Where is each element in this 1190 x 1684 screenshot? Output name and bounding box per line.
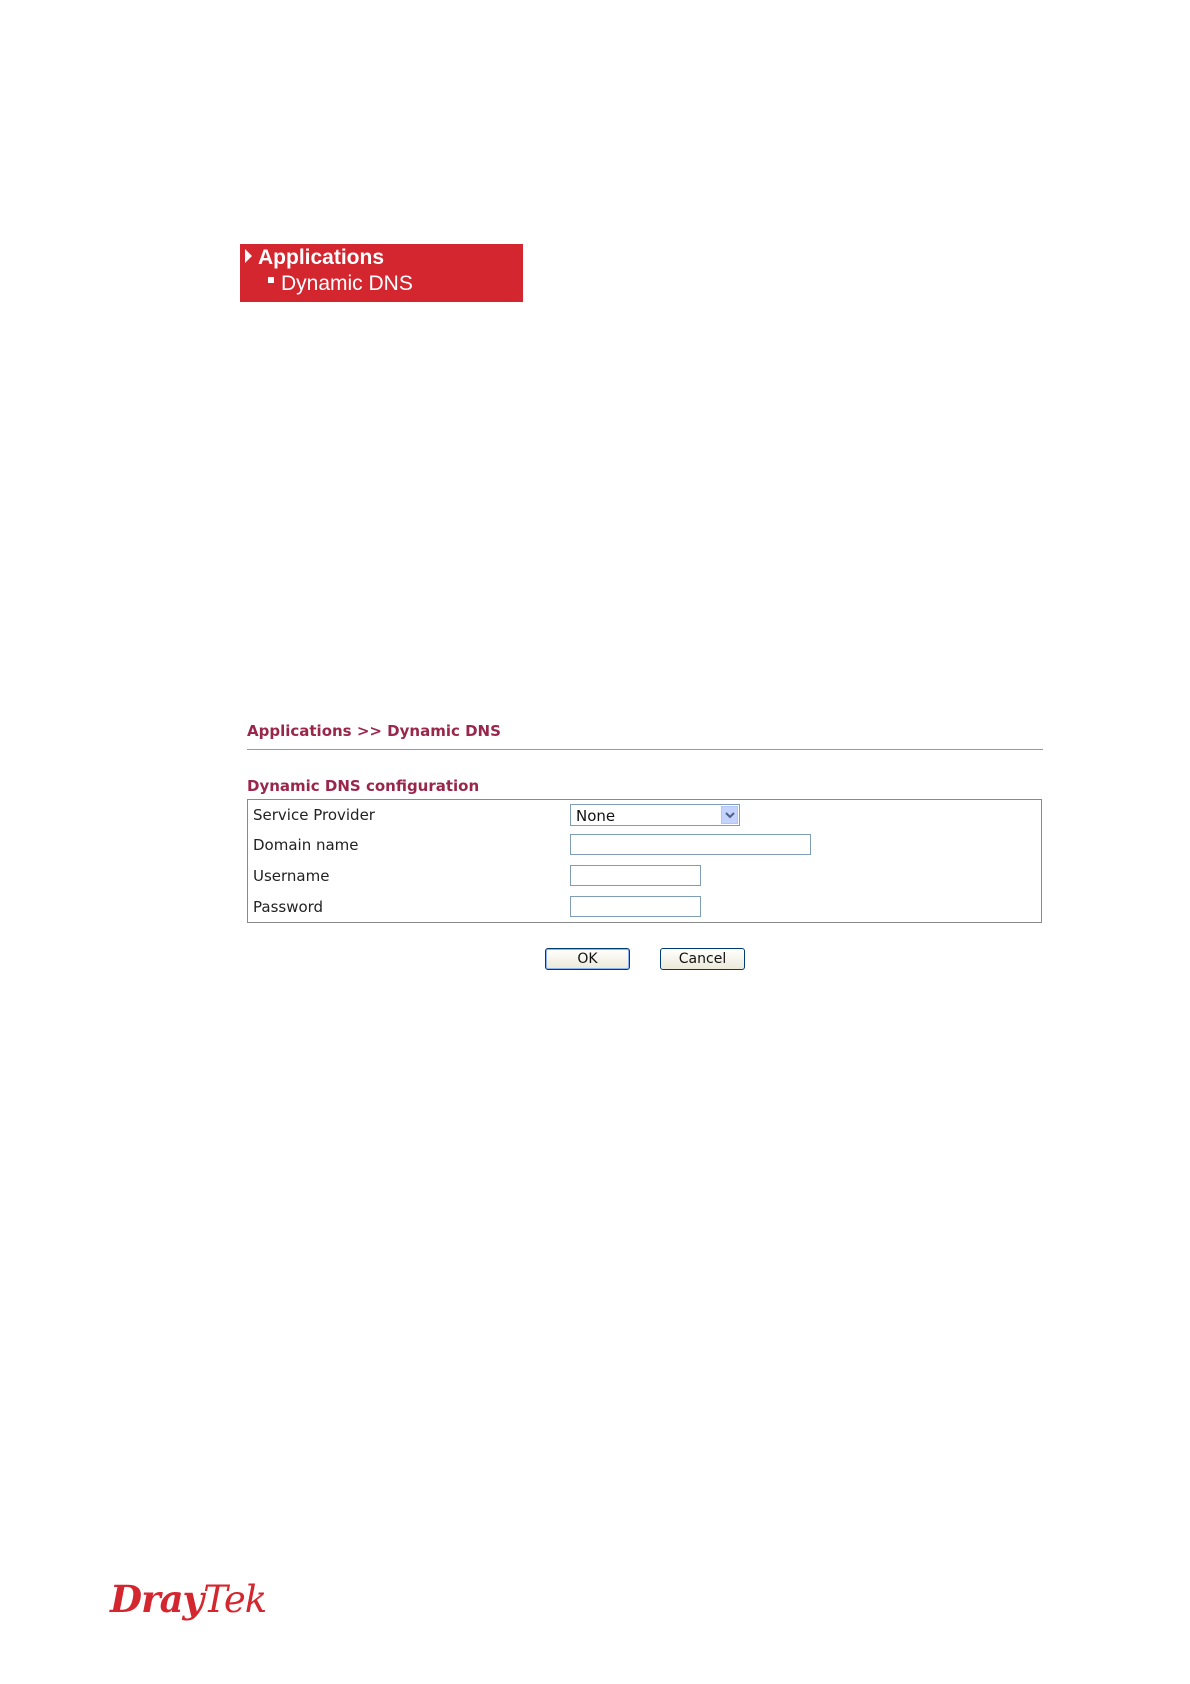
- menu-item-applications[interactable]: Applications: [258, 246, 385, 269]
- service-provider-value: None: [576, 807, 616, 825]
- breadcrumb: Applications >> Dynamic DNS: [247, 722, 501, 740]
- row-domain-name: [248, 830, 1041, 860]
- service-provider-select[interactable]: [570, 804, 740, 826]
- password-input[interactable]: [570, 896, 701, 917]
- menu-banner: [240, 244, 523, 302]
- config-table: [247, 799, 1042, 923]
- domain-name-input[interactable]: [570, 834, 811, 855]
- menu-item-dynamic-dns[interactable]: Dynamic DNS: [281, 272, 413, 295]
- chevron-down-icon[interactable]: [721, 806, 738, 824]
- row-username: [248, 861, 1041, 891]
- draytek-logo: [110, 1577, 266, 1621]
- bullet-icon: [268, 277, 274, 283]
- logo-part-dray: Dray: [110, 1577, 204, 1621]
- cancel-button[interactable]: Cancel: [660, 948, 745, 970]
- section-title: Dynamic DNS configuration: [247, 777, 480, 795]
- logo-part-tek: Tek: [203, 1578, 267, 1621]
- triangle-right-icon: [245, 249, 252, 263]
- divider: [247, 749, 1043, 750]
- ok-button[interactable]: OK: [545, 948, 630, 970]
- password-label: Password: [253, 898, 324, 916]
- row-password: [248, 892, 1041, 922]
- username-label: Username: [253, 867, 330, 885]
- row-service-provider: [248, 800, 1041, 830]
- service-provider-label: Service Provider: [253, 806, 375, 824]
- username-input[interactable]: [570, 865, 701, 886]
- domain-name-label: Domain name: [253, 836, 359, 854]
